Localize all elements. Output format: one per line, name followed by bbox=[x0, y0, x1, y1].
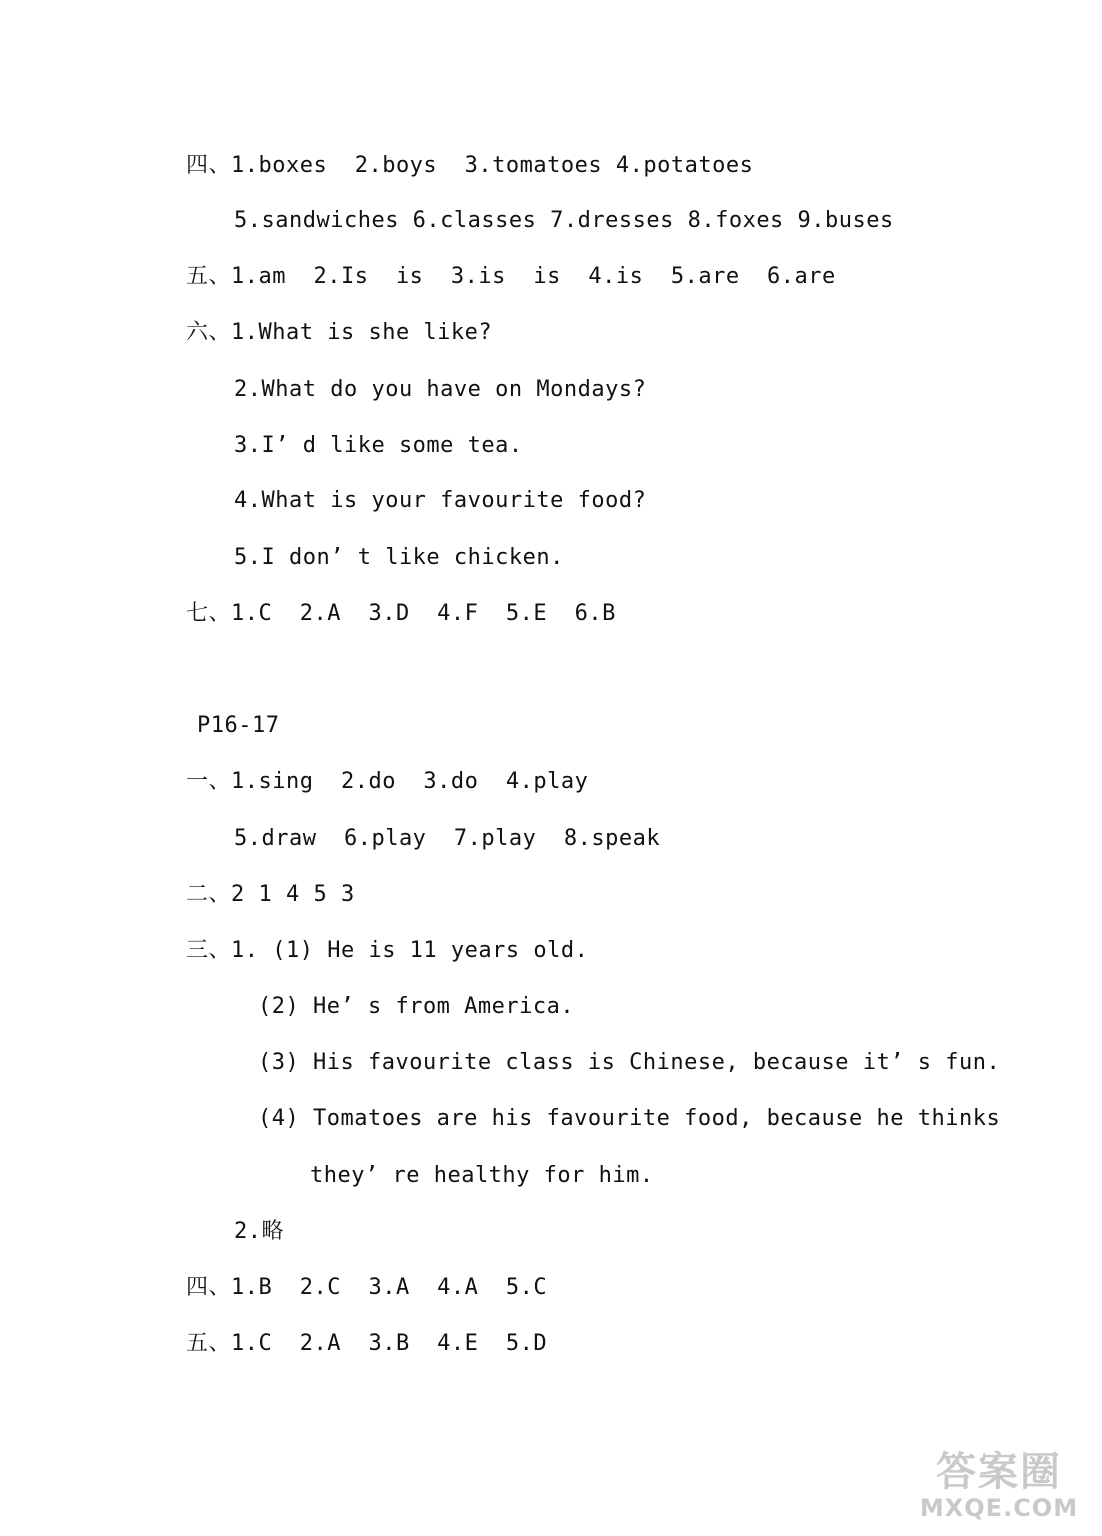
section-4-line-1: 四、1.boxes 2.boys 3.tomatoes 4.potatoes bbox=[186, 153, 754, 178]
section-5b-line: 五、1.C 2.A 3.B 4.E 5.D bbox=[186, 1331, 548, 1356]
section-6-item-5: 5.I don’ t like chicken. bbox=[234, 545, 564, 570]
section-3-item-1-2: (2) He’ s from America. bbox=[258, 994, 575, 1019]
section-3-item-1-3: (3) His favourite class is Chinese, because it’ s fun. bbox=[258, 1050, 1001, 1075]
section-6-item-2: 2.What do you have on Mondays? bbox=[234, 377, 647, 402]
section-5-line: 五、1.am 2.Is is 3.is is 4.is 5.are 6.are bbox=[186, 264, 836, 289]
section-1-line-1: 一、1.sing 2.do 3.do 4.play bbox=[186, 769, 589, 794]
watermark-title: 答案圈 bbox=[936, 1449, 1062, 1495]
section-4b-line: 四、1.B 2.C 3.A 4.A 5.C bbox=[186, 1275, 548, 1300]
section-7-line: 七、1.C 2.A 3.D 4.F 5.E 6.B bbox=[186, 601, 616, 626]
page-range-heading: P16-17 bbox=[197, 713, 280, 738]
watermark-url: MXQE.COM bbox=[919, 1494, 1079, 1522]
watermark-logo bbox=[910, 1450, 1088, 1530]
section-3-item-1-1: 三、1. (1) He is 11 years old. bbox=[186, 938, 589, 963]
section-6-item-3: 3.I’ d like some tea. bbox=[234, 433, 523, 458]
section-6-item-4: 4.What is your favourite food? bbox=[234, 488, 647, 513]
section-6-item-1: 六、1.What is she like? bbox=[186, 320, 493, 345]
section-2-line: 二、2 1 4 5 3 bbox=[186, 882, 355, 907]
section-1-line-2: 5.draw 6.play 7.play 8.speak bbox=[234, 826, 661, 851]
section-3-item-2: 2.略 bbox=[234, 1219, 284, 1244]
section-4-line-2: 5.sandwiches 6.classes 7.dresses 8.foxes 9.buses bbox=[234, 208, 894, 233]
section-3-item-1-4: (4) Tomatoes are his favourite food, because he thinks bbox=[258, 1106, 1001, 1131]
section-3-item-1-4-cont: they’ re healthy for him. bbox=[310, 1163, 654, 1188]
